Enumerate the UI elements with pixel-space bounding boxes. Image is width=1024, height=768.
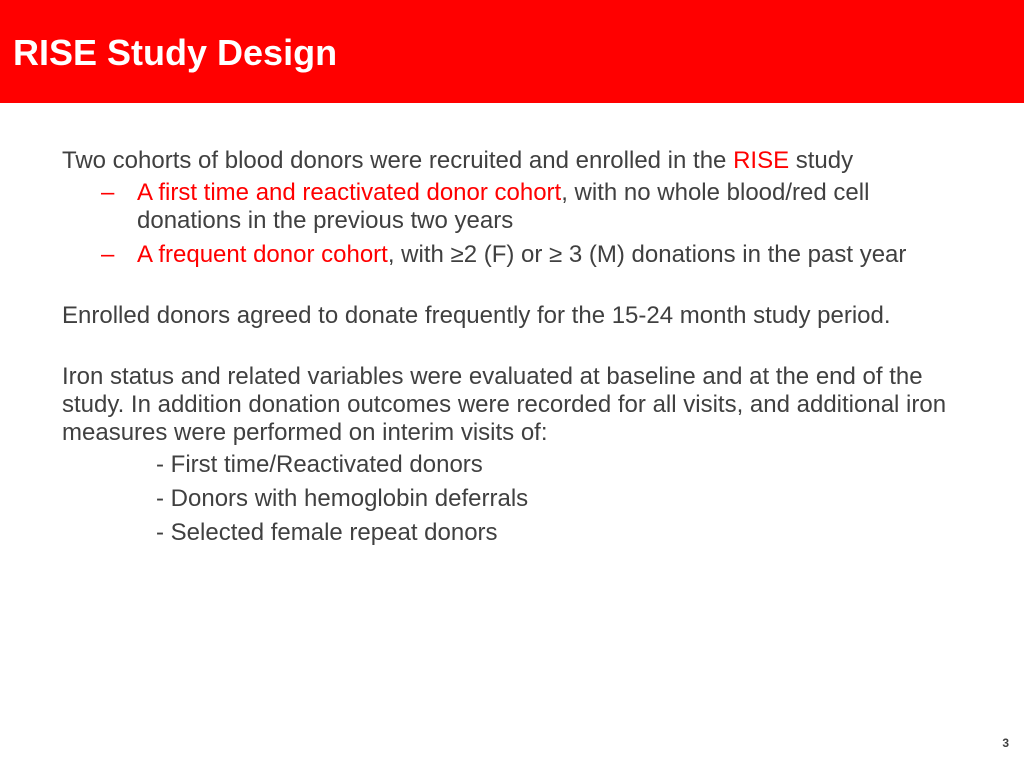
interim-visit-item: - Selected female repeat donors — [156, 519, 498, 546]
dash-bullet: – — [101, 241, 115, 268]
intro-paragraph — [62, 147, 962, 175]
cohort-highlight: A frequent donor cohort — [137, 241, 388, 268]
enrolled-paragraph: Enrolled donors agreed to donate frequently for the 15-24 month study period. — [62, 302, 891, 329]
title-bar — [0, 0, 1024, 103]
interim-visit-item: - First time/Reactivated donors — [156, 451, 483, 478]
slide-title: RISE Study Design — [13, 32, 338, 73]
cohort-item-first-time — [62, 179, 962, 235]
cohort-list — [62, 179, 962, 269]
cohort-item-frequent — [62, 241, 962, 269]
intro-text-before: Two cohorts of blood donors were recruited and enrolled in the — [62, 147, 734, 174]
cohort-text: , with ≥2 (F) or ≥ 3 (M) donations in the past year — [387, 241, 907, 268]
dash-bullet: – — [101, 179, 115, 206]
iron-paragraph: Iron status and related variables were evaluated at baseline and at the end of the study. In addition donation outcomes were recorded for all visits, and additional iron measures were performed on interim visits of: — [62, 363, 947, 446]
cohort-text: , with no whole blood/red cell donations in the previous two years — [137, 179, 870, 234]
interim-visit-list — [62, 451, 962, 547]
cohort-highlight: A first time and reactivated donor cohort — [137, 179, 562, 206]
page-number: 3 — [1002, 736, 1009, 750]
slide-content — [62, 147, 962, 553]
intro-text-after: study — [789, 147, 854, 174]
intro-highlight: RISE — [733, 147, 790, 174]
interim-visit-item: - Donors with hemoglobin deferrals — [156, 485, 529, 512]
